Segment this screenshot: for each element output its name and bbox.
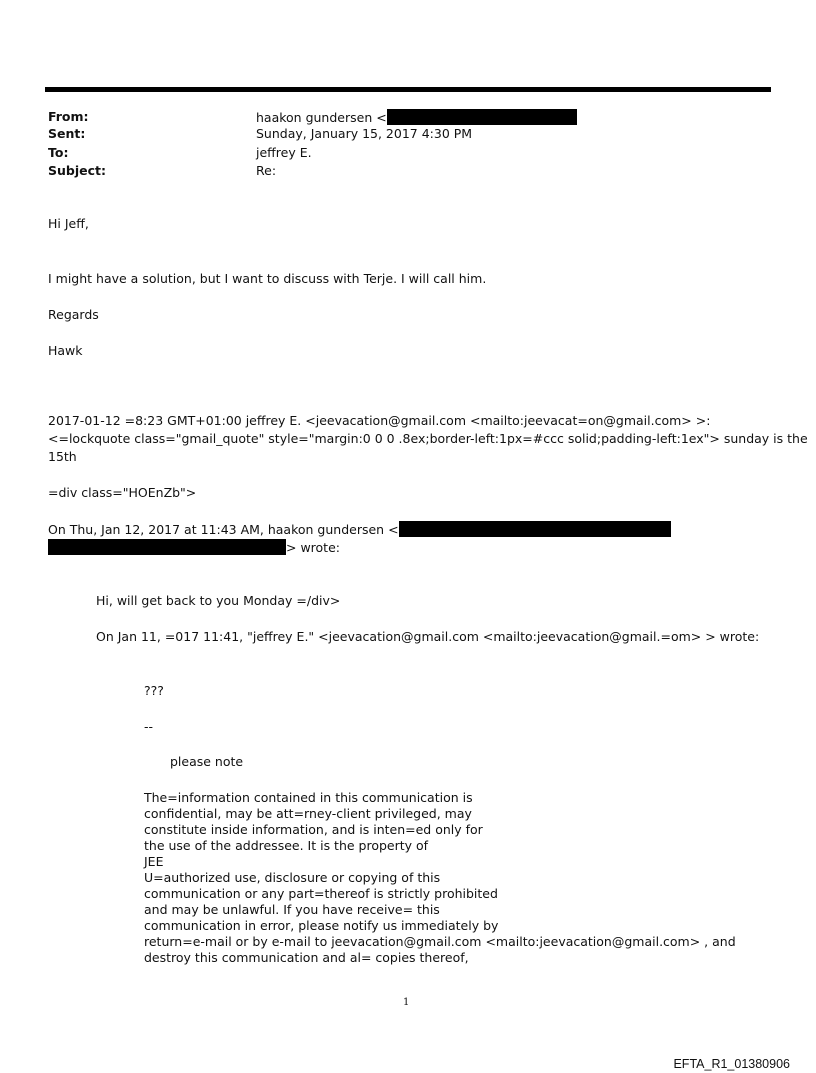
quote-markup-line: <=lockquote class="gmail_quote" style="margin:0 0 0 .8ex;border-left:1px=#ccc solid;padding-left:1ex"> sunday is the (48, 431, 808, 446)
subject-value: Re: (256, 163, 277, 178)
please-note: please note (170, 754, 244, 769)
question-line: ??? (144, 683, 164, 698)
hi-monday-line: Hi, will get back to you Monday =/div> (96, 593, 341, 608)
sent-value: Sunday, January 15, 2017 4:30 PM (256, 126, 473, 141)
redaction-box (48, 539, 286, 555)
disclaimer-line: constitute inside information, and is inten=ed only for (144, 822, 483, 837)
disclaimer-line: the use of the addressee. It is the property of (144, 838, 429, 853)
on-thu-suffix: > wrote: (286, 540, 340, 555)
quote-header-line: 2017-01-12 =8:23 GMT+01:00 jeffrey E. <jeevacation@gmail.com <mailto:jeevacat=on@gmail.com> >: (48, 413, 711, 428)
to-label: To: (48, 145, 69, 160)
signature: Hawk (48, 343, 83, 358)
redaction-box (387, 109, 577, 125)
to-value: jeffrey E. (256, 145, 312, 160)
disclaimer (144, 790, 736, 966)
from-name: haakon gundersen (256, 110, 373, 125)
on-thu-prefix: On Thu, Jan 12, 2017 at 11:43 AM, haakon gundersen < (48, 522, 399, 537)
body-line: I might have a solution, but I want to discuss with Terje. I will call him. (48, 271, 487, 286)
disclaimer-line: return=e-mail or by e-mail to jeevacation@gmail.com <mailto:jeevacation@gmail.com> , and (144, 934, 736, 949)
on-thu-line (48, 521, 671, 538)
regards: Regards (48, 307, 99, 322)
disclaimer-line: U=authorized use, disclosure or copying of this (144, 870, 441, 885)
disclaimer-line: and may be unlawful. If you have receive= this (144, 902, 440, 917)
greeting: Hi Jeff, (48, 216, 89, 231)
from-bracket: < (376, 110, 387, 125)
on-jan11-line: On Jan 11, =017 11:41, "jeffrey E." <jeevacation@gmail.com <mailto:jeevacation@gmail.=om> > wrote: (96, 629, 760, 644)
quote-markup-line-cont: 15th (48, 449, 77, 464)
sent-label: Sent: (48, 126, 86, 141)
disclaimer-line: JEE (144, 854, 164, 869)
div-markup-line: =div class="HOEnZb"> (48, 485, 197, 500)
subject-label: Subject: (48, 163, 106, 178)
disclaimer-line: destroy this communication and al= copies thereof, (144, 950, 469, 965)
disclaimer-line: The=information contained in this communication is (144, 790, 473, 805)
dashes-line: -- (144, 719, 154, 734)
page-number: 1 (403, 997, 410, 1008)
document-id: EFTA_R1_01380906 (673, 1057, 790, 1071)
redaction-box (399, 521, 671, 537)
disclaimer-line: confidential, may be att=rney-client privileged, may (144, 806, 472, 821)
disclaimer-line: communication or any part=thereof is strictly prohibited (144, 886, 498, 901)
disclaimer-line: communication in error, please notify us immediately by (144, 918, 499, 933)
from-label: From: (48, 109, 89, 124)
on-thu-line-cont (48, 539, 340, 556)
top-rule (45, 87, 771, 92)
from-value (256, 109, 577, 126)
